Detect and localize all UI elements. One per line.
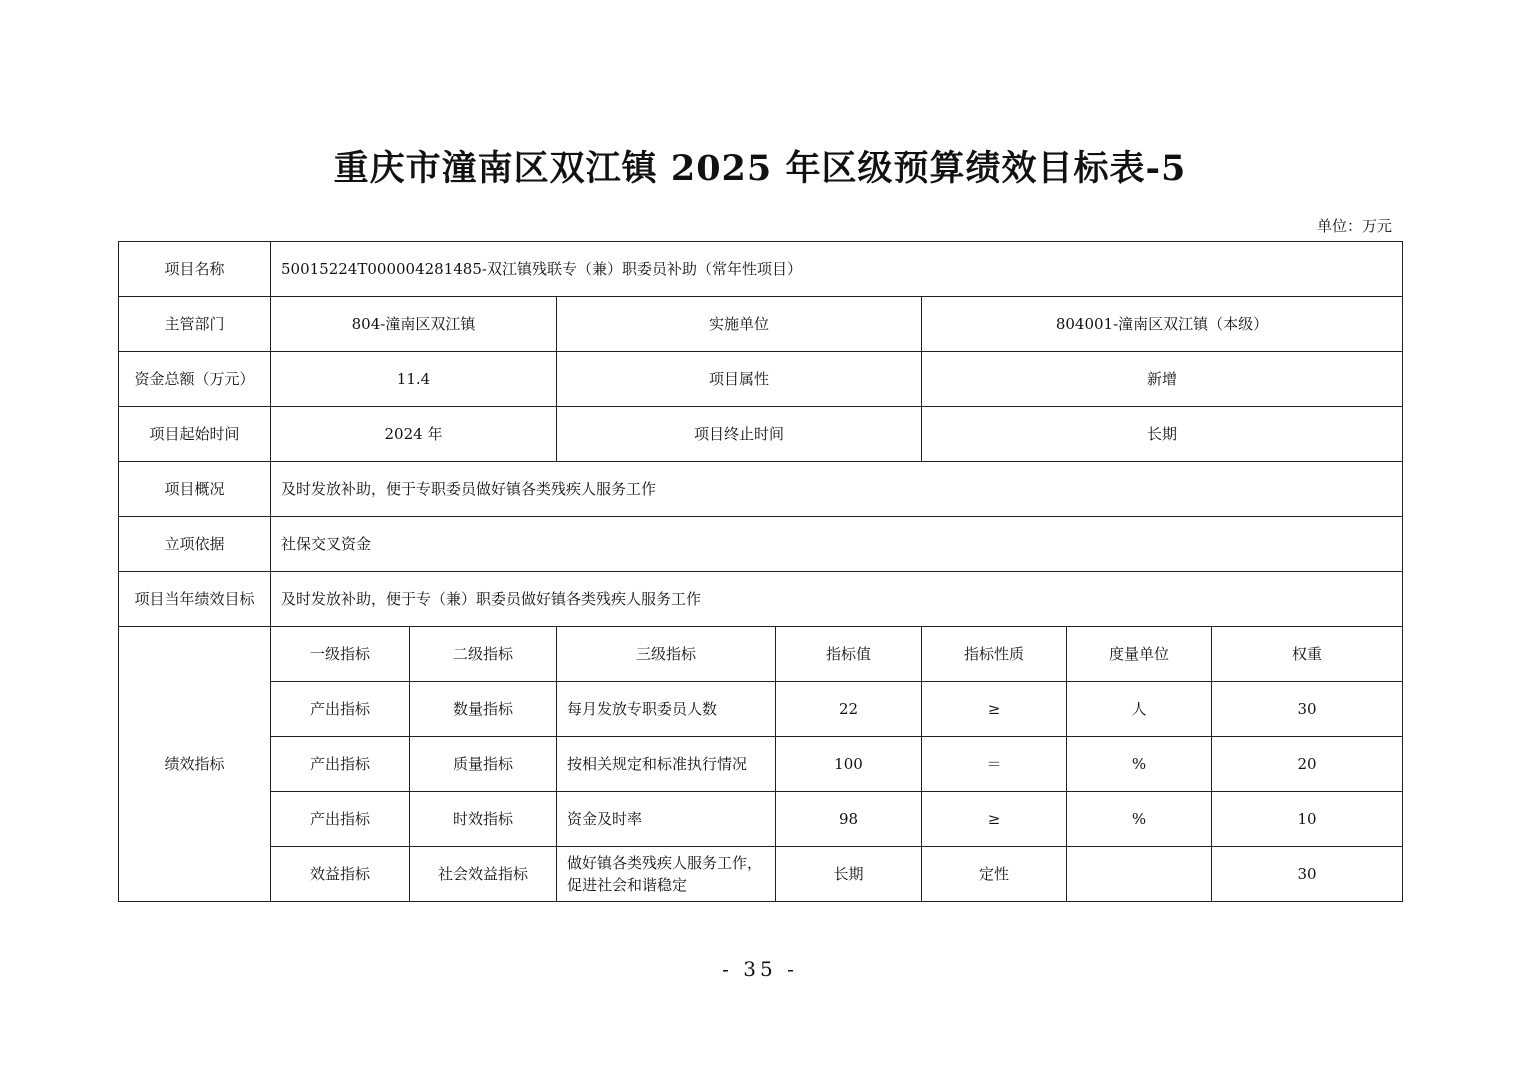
header-value: 指标值 — [776, 627, 922, 682]
level3-cell: 每月发放专职委员人数 — [557, 682, 776, 737]
fund-value: 11.4 — [271, 352, 557, 407]
row-fund — [119, 352, 1403, 407]
value-cell: 98 — [776, 792, 922, 847]
dept-value: 804-潼南区双江镇 — [271, 297, 557, 352]
level2-cell: 数量指标 — [410, 682, 557, 737]
end-value: 长期 — [922, 407, 1403, 462]
row-project-name — [119, 242, 1403, 297]
basis-label: 立项依据 — [119, 517, 271, 572]
weight-cell: 30 — [1212, 682, 1403, 737]
header-weight: 权重 — [1212, 627, 1403, 682]
level2-cell: 时效指标 — [410, 792, 557, 847]
unit-cell: % — [1067, 792, 1212, 847]
level2-cell: 质量指标 — [410, 737, 557, 792]
end-label: 项目终止时间 — [557, 407, 922, 462]
indicator-row — [119, 737, 1403, 792]
performance-target-table — [118, 241, 1403, 902]
value-cell: 22 — [776, 682, 922, 737]
dept-label: 主管部门 — [119, 297, 271, 352]
project-name-label: 项目名称 — [119, 242, 271, 297]
nature-cell: 定性 — [922, 847, 1067, 902]
overview-label: 项目概况 — [119, 462, 271, 517]
level1-cell: 产出指标 — [271, 792, 410, 847]
level1-cell: 产出指标 — [271, 737, 410, 792]
header-level3: 三级指标 — [557, 627, 776, 682]
row-basis — [119, 517, 1403, 572]
row-goal — [119, 572, 1403, 627]
level3-cell: 做好镇各类残疾人服务工作，促进社会和谐稳定 — [557, 847, 776, 902]
weight-cell: 20 — [1212, 737, 1403, 792]
nature-cell: ≥ — [922, 682, 1067, 737]
project-name-value: 50015224T000004281485-双江镇残联专（兼）职委员补助（常年性项目） — [271, 242, 1403, 297]
level1-cell: 产出指标 — [271, 682, 410, 737]
row-department — [119, 297, 1403, 352]
level3-cell: 资金及时率 — [557, 792, 776, 847]
basis-value: 社保交叉资金 — [271, 517, 1403, 572]
unit-cell — [1067, 847, 1212, 902]
indicator-row — [119, 847, 1403, 902]
attr-label: 项目属性 — [557, 352, 922, 407]
fund-label: 资金总额（万元） — [119, 352, 271, 407]
indicators-section-label: 绩效指标 — [119, 627, 271, 902]
level1-cell: 效益指标 — [271, 847, 410, 902]
unit-label: 单位：万元 — [1316, 217, 1392, 235]
nature-cell: ≥ — [922, 792, 1067, 847]
weight-cell: 10 — [1212, 792, 1403, 847]
overview-value: 及时发放补助，便于专职委员做好镇各类残疾人服务工作 — [271, 462, 1403, 517]
level3-cell: 按相关规定和标准执行情况 — [557, 737, 776, 792]
start-value: 2024 年 — [271, 407, 557, 462]
indicator-row — [119, 682, 1403, 737]
nature-cell: ＝ — [922, 737, 1067, 792]
goal-value: 及时发放补助，便于专（兼）职委员做好镇各类残疾人服务工作 — [271, 572, 1403, 627]
document-title: 重庆市潼南区双江镇 2025 年区级预算绩效目标表-5 — [333, 148, 1187, 189]
indicator-row — [119, 792, 1403, 847]
goal-label: 项目当年绩效目标 — [119, 572, 271, 627]
value-cell: 长期 — [776, 847, 922, 902]
impl-value: 804001-潼南区双江镇（本级） — [922, 297, 1403, 352]
page-number: - 35 - — [722, 957, 798, 981]
level2-cell: 社会效益指标 — [410, 847, 557, 902]
attr-value: 新增 — [922, 352, 1403, 407]
indicator-header-row — [119, 627, 1403, 682]
header-unit: 度量单位 — [1067, 627, 1212, 682]
unit-cell: 人 — [1067, 682, 1212, 737]
row-overview — [119, 462, 1403, 517]
header-level1: 一级指标 — [271, 627, 410, 682]
unit-cell: % — [1067, 737, 1212, 792]
header-nature: 指标性质 — [922, 627, 1067, 682]
impl-label: 实施单位 — [557, 297, 922, 352]
header-level2: 二级指标 — [410, 627, 557, 682]
weight-cell: 30 — [1212, 847, 1403, 902]
row-time — [119, 407, 1403, 462]
start-label: 项目起始时间 — [119, 407, 271, 462]
value-cell: 100 — [776, 737, 922, 792]
